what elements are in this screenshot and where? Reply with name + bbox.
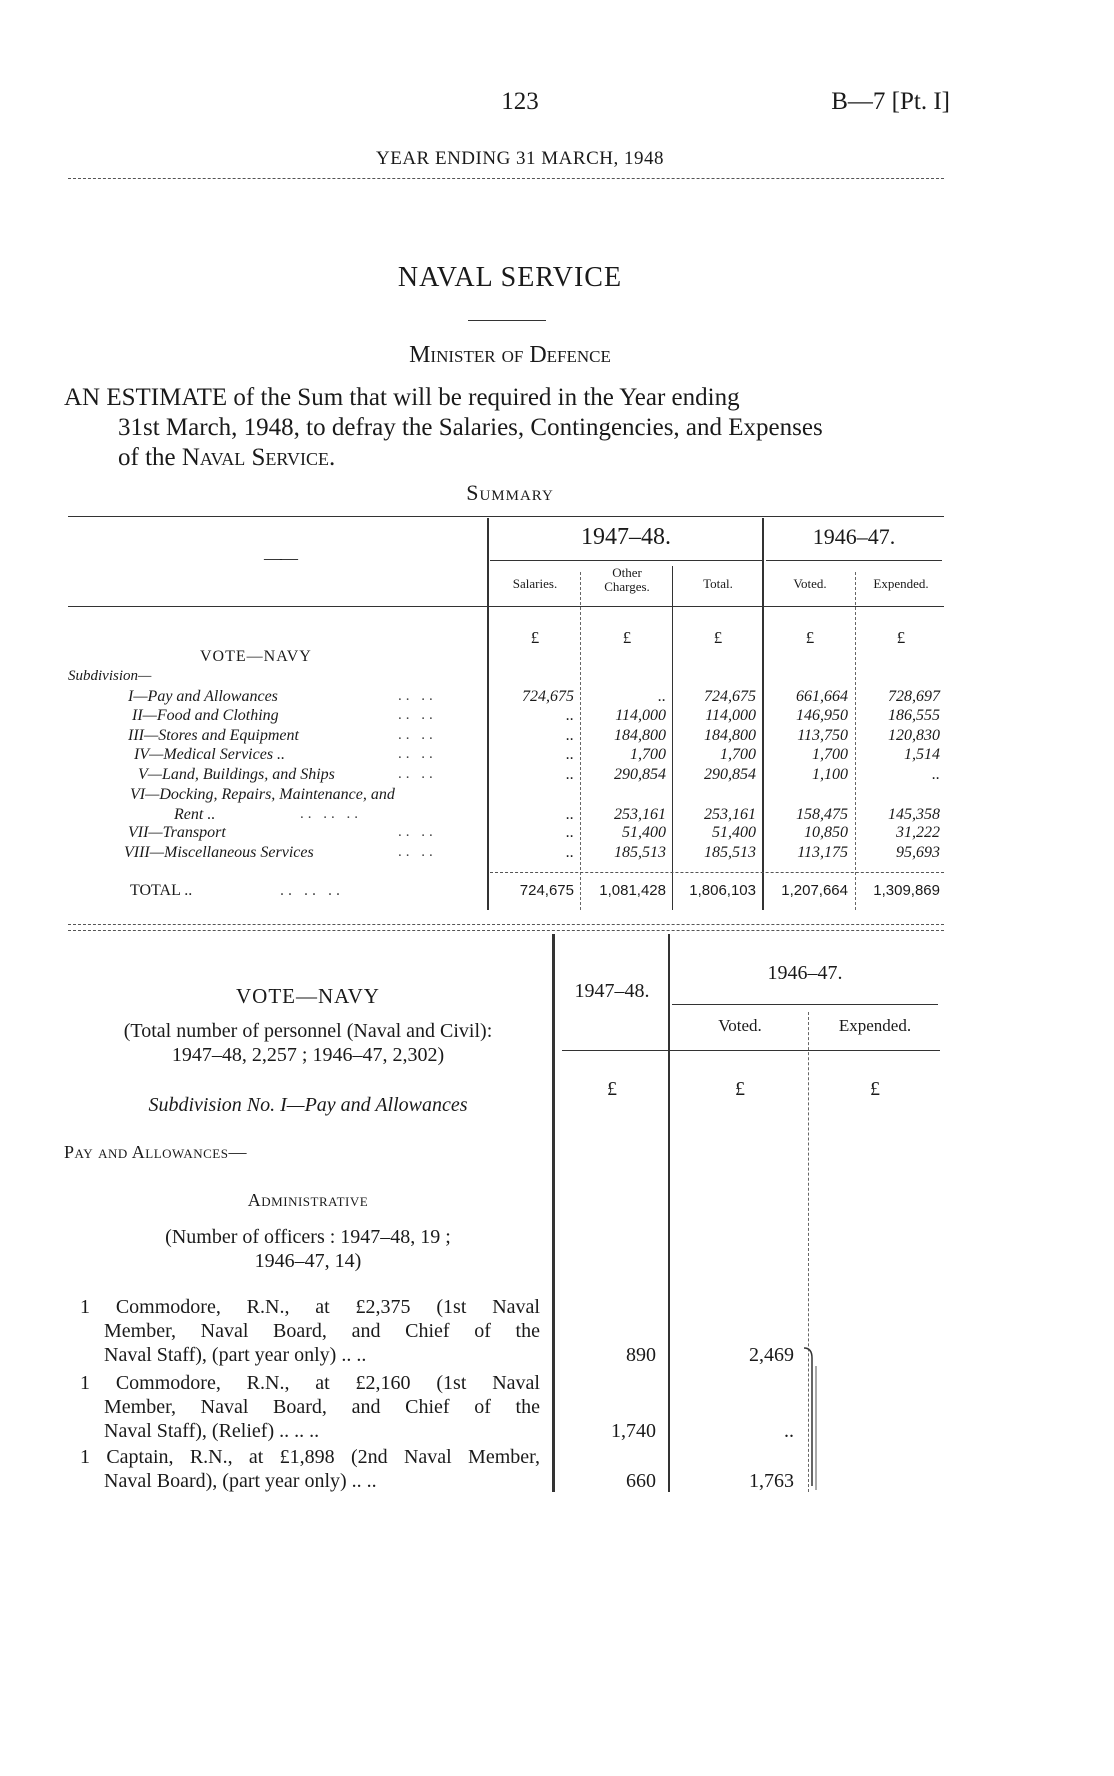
detail-personnel-line-1: (Total number of personnel (Naval and Civil): (123, 1020, 493, 1042)
summary-cell-total: 114,000 (705, 707, 756, 724)
summary-cell-voted: 10,850 (804, 824, 848, 841)
detail-col-1947: 1947–48. (574, 980, 650, 1002)
detail-item-line: Member, Naval Board, and Chief of the (104, 1396, 540, 1418)
summary-cell-salaries: .. (566, 824, 574, 841)
summary-head-rule (68, 606, 944, 607)
summary-row-label: VI—Docking, Repairs, Maintenance, and (130, 786, 395, 803)
currency-total: £ (713, 628, 723, 647)
summary-cell-other: 114,000 (615, 707, 666, 724)
summary-cell-salaries: 724,675 (522, 688, 574, 705)
summary-cell-expended: 145,358 (888, 806, 940, 823)
summary-vline-3 (672, 566, 673, 910)
summary-cell-salaries: .. (566, 746, 574, 763)
intro-naval-service: Naval Service. (181, 444, 336, 471)
summary-subdivision-label: Subdivision— (68, 668, 152, 684)
pay-allowances-heading: Pay and Allowances— (64, 1142, 247, 1162)
summary-cell-voted: 1,700 (812, 746, 848, 763)
summary-row-label-2: Rent .. (174, 806, 216, 823)
summary-group-1946: 1946–47. (812, 524, 896, 549)
title-rule (468, 320, 546, 321)
detail-currency-voted: £ (735, 1078, 745, 1100)
summary-total-other: 1,081,428 (599, 882, 666, 899)
summary-cell-other: 51,400 (622, 824, 666, 841)
detail-col-voted: Voted. (718, 1016, 762, 1035)
summary-row-label: VII—Transport (128, 824, 226, 841)
detail-vline-1 (552, 934, 555, 1492)
page-number: 123 (501, 88, 539, 115)
summary-row-label: II—Food and Clothing (132, 707, 279, 724)
summary-cell-salaries: .. (566, 766, 574, 783)
summary-vline-2 (580, 572, 581, 910)
detail-amount-1947: 890 (626, 1344, 656, 1366)
summary-total-expended: 1,309,869 (873, 882, 940, 899)
summary-cell-voted: 146,950 (796, 707, 848, 724)
summary-cell-total: 724,675 (704, 688, 756, 705)
summary-cell-voted: 158,475 (796, 806, 848, 823)
summary-top-rule (68, 516, 944, 517)
summary-total-label: TOTAL .. .. .. .. (130, 882, 344, 899)
detail-currency-expended: £ (870, 1078, 880, 1100)
detail-group-rule (672, 1004, 938, 1005)
summary-cell-other: 184,800 (614, 727, 666, 744)
currency-voted: £ (805, 628, 815, 647)
summary-bottom-rule-1 (68, 924, 944, 925)
detail-amount-1947: 1,740 (611, 1420, 656, 1442)
intro-line-2: 31st March, 1948, to defray the Salaries, Contingencies, and Expenses (118, 414, 823, 441)
detail-amount-voted: 2,469 (749, 1344, 794, 1366)
section-title: NAVAL SERVICE (397, 262, 623, 293)
col-header-other-charges (582, 566, 672, 594)
header-rule (68, 178, 944, 179)
intro-line-1: AN ESTIMATE of the Sum that will be required in the Year ending (64, 384, 740, 411)
summary-total-text: TOTAL .. (130, 882, 193, 899)
summary-vline-4 (762, 518, 764, 910)
summary-group-1947: 1947–48. (581, 524, 671, 550)
detail-amount-1947: 660 (626, 1470, 656, 1492)
summary-cell-expended: 31,222 (896, 824, 940, 841)
summary-vote-heading: VOTE—NAVY (200, 648, 312, 665)
summary-cell-total: 185,513 (704, 844, 756, 861)
minister-heading: Minister of Defence (409, 342, 611, 368)
administrative-heading: Administrative (247, 1190, 369, 1210)
summary-cell-expended: 728,697 (888, 688, 940, 705)
detail-amount-voted: .. (784, 1420, 794, 1442)
detail-currency-1947: £ (607, 1078, 617, 1100)
officers-line-1: (Number of officers : 1947–48, 19 ; (165, 1226, 451, 1248)
summary-bottom-rule-2 (68, 930, 944, 931)
summary-total-total: 1,806,103 (689, 882, 756, 899)
summary-total-voted: 1,207,664 (781, 882, 848, 899)
summary-cell-total: 1,700 (720, 746, 756, 763)
summary-row-label: VIII—Miscellaneous Services (124, 844, 314, 861)
summary-total-rule (490, 872, 944, 873)
summary-cell-salaries: .. (566, 707, 574, 724)
summary-cell-total: 253,161 (704, 806, 756, 823)
grouping-bracket (800, 1346, 824, 1492)
summary-cell-other: 1,700 (630, 746, 666, 763)
summary-heading: Summary (466, 480, 554, 505)
col-header-total: Total. (703, 576, 733, 591)
detail-item-line: 1 Captain, R.N., at £1,898 (2nd Naval Member, (80, 1446, 540, 1468)
detail-item-line: Naval Board), (part year only) .. .. (104, 1470, 377, 1492)
intro-line-3-lead: of the (118, 444, 182, 471)
summary-total-salaries: 724,675 (519, 882, 574, 899)
year-ending-line: YEAR ENDING 31 MARCH, 1948 (376, 148, 664, 169)
summary-cell-total: 184,800 (704, 727, 756, 744)
summary-blank-label: —— (264, 548, 296, 568)
summary-cell-total: 51,400 (712, 824, 756, 841)
summary-cell-expended: 186,555 (888, 707, 940, 724)
detail-item-line: 1 Commodore, R.N., at £2,375 (1st Naval (80, 1296, 540, 1318)
detail-vline-2 (668, 934, 670, 1492)
detail-col-1946: 1946–47. (767, 962, 843, 984)
intro-line-3 (118, 444, 718, 472)
summary-cell-other: .. (658, 688, 666, 705)
summary-cell-other: 253,161 (614, 806, 666, 823)
summary-cell-other: 290,854 (614, 766, 666, 783)
detail-col-expended: Expended. (838, 1016, 912, 1035)
col-header-other-1: Other (612, 565, 642, 580)
detail-item-line: Naval Staff), (part year only) .. .. (104, 1344, 367, 1366)
summary-cell-salaries: .. (566, 806, 574, 823)
currency-expended: £ (896, 628, 906, 647)
summary-row-label: III—Stores and Equipment (128, 727, 299, 744)
summary-cell-voted: 661,664 (796, 688, 848, 705)
col-header-voted: Voted. (793, 576, 827, 591)
officers-line-2: 1946–47, 14) (254, 1250, 362, 1272)
currency-salaries: £ (530, 628, 540, 647)
detail-personnel-line-2: 1947–48, 2,257 ; 1946–47, 2,302) (171, 1044, 445, 1066)
summary-cell-expended: 95,693 (896, 844, 940, 861)
summary-row-label: IV—Medical Services .. (134, 746, 286, 763)
detail-amount-voted: 1,763 (749, 1470, 794, 1492)
summary-row-label: I—Pay and Allowances (128, 688, 278, 705)
summary-cell-voted: 113,175 (797, 844, 848, 861)
detail-head-rule (562, 1050, 940, 1051)
summary-cell-expended: .. (932, 766, 940, 783)
summary-cell-other: 185,513 (614, 844, 666, 861)
detail-vote-heading: VOTE—NAVY (236, 984, 380, 1008)
document-reference: B—7 [Pt. I] (831, 88, 950, 115)
col-header-expended: Expended. (873, 576, 929, 591)
summary-group-rule-1947 (490, 560, 762, 561)
summary-cell-salaries: .. (566, 844, 574, 861)
summary-row-label: V—Land, Buildings, and Ships (138, 766, 335, 783)
summary-cell-voted: 113,750 (797, 727, 848, 744)
detail-item-line: 1 Commodore, R.N., at £2,160 (1st Naval (80, 1372, 540, 1394)
summary-cell-expended: 1,514 (904, 746, 940, 763)
detail-subdivision-heading: Subdivision No. I—Pay and Allowances (148, 1094, 468, 1116)
summary-cell-total: 290,854 (704, 766, 756, 783)
detail-item-line: Member, Naval Board, and Chief of the (104, 1320, 540, 1342)
detail-item-line: Naval Staff), (Relief) .. .. .. (104, 1420, 320, 1442)
currency-other: £ (622, 628, 632, 647)
summary-vline-5 (855, 572, 856, 910)
summary-cell-expended: 120,830 (888, 727, 940, 744)
summary-group-rule-1946 (766, 560, 942, 561)
col-header-other-2: Charges. (604, 579, 650, 594)
col-header-salaries: Salaries. (512, 576, 558, 591)
summary-cell-salaries: .. (566, 727, 574, 744)
summary-cell-voted: 1,100 (812, 766, 848, 783)
